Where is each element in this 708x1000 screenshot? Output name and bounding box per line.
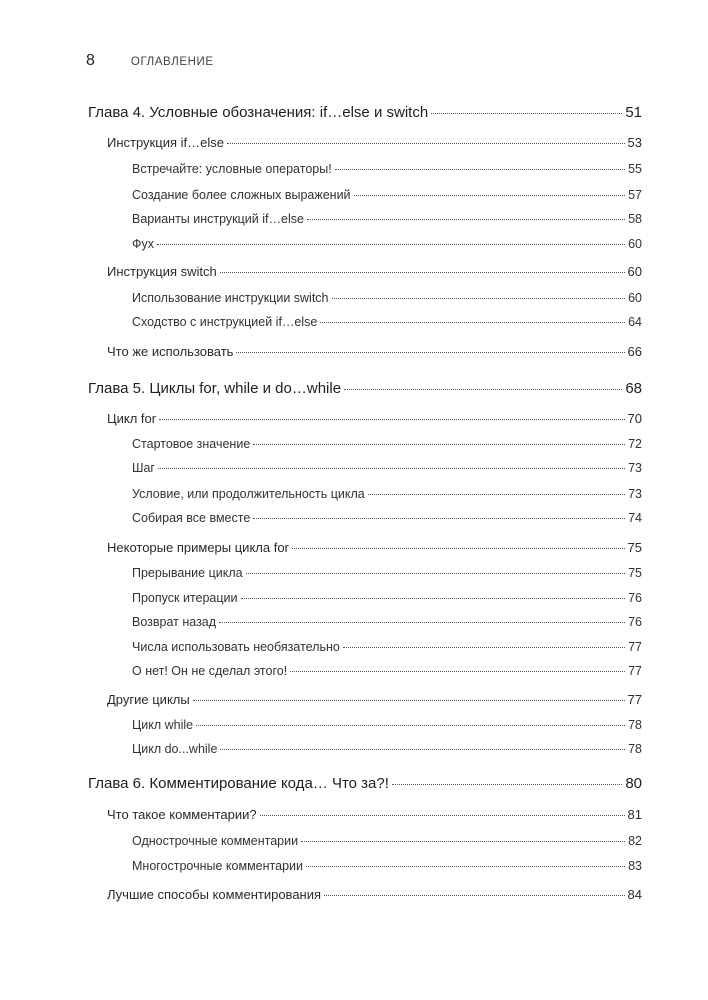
dot-leader (307, 219, 625, 220)
toc-subsection[interactable] (132, 664, 642, 678)
toc-entry-title: Глава 5. Циклы for, while и do…while (88, 380, 342, 397)
dot-leader (236, 352, 624, 353)
dot-leader (158, 468, 625, 469)
toc-entry-title: Глава 6. Комментирование кода… Что за?! (88, 775, 389, 792)
toc-subsection[interactable] (132, 859, 642, 873)
toc-entry-page: 73 (628, 461, 642, 475)
toc-entry-title: Что такое комментарии? (107, 807, 257, 822)
toc-entry-page: 60 (628, 291, 642, 305)
dot-leader (335, 169, 625, 170)
toc-entry-title: Использование инструкции switch (132, 291, 329, 305)
toc-entry-title: Собирая все вместе (132, 511, 251, 525)
toc-entry-page: 77 (627, 692, 642, 707)
toc-entry-title: Создание более сложных выражений (132, 188, 351, 202)
toc-entry-title: Цикл for (107, 411, 157, 426)
toc-section[interactable] (107, 135, 642, 150)
toc-subsection[interactable] (132, 188, 642, 202)
toc-entry-title: Инструкция switch (107, 264, 217, 279)
toc-entry-title: Условие, или продолжительность цикла (132, 487, 365, 501)
toc-entry-page: 83 (628, 859, 642, 873)
dot-leader (368, 494, 625, 495)
toc-chapter[interactable] (88, 380, 642, 397)
dot-leader (320, 322, 625, 323)
toc-entry-page: 64 (628, 315, 642, 329)
dot-leader (292, 548, 625, 549)
dot-leader (301, 841, 625, 842)
toc-chapter[interactable] (88, 104, 642, 121)
toc-entry-title: Встречайте: условные операторы! (132, 162, 332, 176)
toc-subsection[interactable] (132, 640, 642, 654)
toc-section[interactable] (107, 264, 642, 279)
toc-entry-title: Пропуск итерации (132, 591, 238, 605)
toc-subsection[interactable] (132, 718, 642, 732)
toc-subsection[interactable] (132, 437, 642, 451)
toc-entry-page: 60 (628, 237, 642, 251)
dot-leader (354, 195, 626, 196)
dot-leader (253, 444, 625, 445)
toc-entry-title: Фух (132, 237, 155, 251)
dot-leader (220, 272, 625, 273)
toc-subsection[interactable] (132, 461, 642, 475)
toc-entry-title: Однострочные комментарии (132, 834, 299, 848)
toc-entry-title: Варианты инструкций if…else (132, 212, 304, 226)
dot-leader (241, 598, 626, 599)
dot-leader (431, 113, 622, 114)
toc-chapter[interactable] (88, 775, 642, 792)
toc-entry-page: 76 (628, 615, 642, 629)
toc-entry-title: Многострочные комментарии (132, 859, 303, 873)
toc-entry-title: Возврат назад (132, 615, 217, 629)
toc-entry-title: Некоторые примеры цикла for (107, 540, 289, 555)
dot-leader (193, 700, 625, 701)
toc-entry-page: 78 (628, 718, 642, 732)
toc-entry-title: Сходство с инструкцией if…else (132, 315, 318, 329)
toc-subsection[interactable] (132, 212, 642, 226)
dot-leader (306, 866, 625, 867)
toc-entry-page: 72 (628, 437, 642, 451)
toc-entry-page: 55 (628, 162, 642, 176)
toc-entry-page: 66 (627, 344, 642, 359)
dot-leader (220, 749, 625, 750)
toc-subsection[interactable] (132, 291, 642, 305)
toc-subsection[interactable] (132, 511, 642, 525)
dot-leader (260, 815, 625, 816)
toc-subsection[interactable] (132, 566, 642, 580)
running-title: ОГЛАВЛЕНИЕ (130, 56, 214, 68)
toc-subsection[interactable] (132, 742, 642, 756)
dot-leader (253, 518, 625, 519)
dot-leader (157, 244, 625, 245)
toc-entry-title: Лучшие способы комментирования (107, 887, 322, 902)
dot-leader (246, 573, 626, 574)
toc-entry-page: 60 (627, 264, 642, 279)
toc-entry-page: 74 (628, 511, 642, 525)
dot-leader (344, 389, 622, 390)
dot-leader (227, 143, 625, 144)
page-number: 8 (86, 52, 95, 69)
dot-leader (343, 647, 625, 648)
toc-entry-title: Что же использовать (107, 344, 234, 359)
toc-entry-title: О нет! Он не сделал этого! (132, 664, 288, 678)
dot-leader (159, 419, 624, 420)
toc-section[interactable] (107, 807, 642, 822)
toc-entry-page: 77 (628, 640, 642, 654)
toc-section[interactable] (107, 887, 642, 902)
toc-entry-title: Стартовое значение (132, 437, 251, 451)
toc-subsection[interactable] (132, 162, 642, 176)
toc-section[interactable] (107, 692, 642, 707)
toc-entry-title: Прерывание цикла (132, 566, 243, 580)
toc-entry-page: 53 (627, 135, 642, 150)
toc-subsection[interactable] (132, 615, 642, 629)
toc-entry-page: 75 (628, 566, 642, 580)
dot-leader (290, 671, 625, 672)
toc-subsection[interactable] (132, 834, 642, 848)
toc-entry-title: Шаг (132, 461, 155, 475)
toc-entry-page: 58 (628, 212, 642, 226)
toc-entry-page: 70 (627, 411, 642, 426)
toc-subsection[interactable] (132, 315, 642, 329)
dot-leader (324, 895, 625, 896)
dot-leader (196, 725, 625, 726)
toc-section[interactable] (107, 411, 642, 426)
dot-leader (392, 784, 622, 785)
toc-entry-page: 82 (628, 834, 642, 848)
toc-section[interactable] (107, 344, 642, 359)
toc-entry-page: 81 (627, 807, 642, 822)
toc-entry-title: Другие циклы (107, 692, 190, 707)
toc-entry-title: Цикл while (132, 718, 194, 732)
toc-entry-page: 57 (628, 188, 642, 202)
toc-subsection[interactable] (132, 591, 642, 605)
dot-leader (332, 298, 626, 299)
toc-subsection[interactable] (132, 237, 642, 251)
toc-entry-page: 80 (625, 775, 642, 792)
toc-entry-title: Цикл do...while (132, 742, 218, 756)
toc-section[interactable] (107, 540, 642, 555)
toc-entry-page: 68 (625, 380, 642, 397)
toc-entry-page: 51 (625, 104, 642, 121)
toc-entry-page: 76 (628, 591, 642, 605)
toc-entry-page: 77 (628, 664, 642, 678)
toc-entry-title: Числа использовать необязательно (132, 640, 340, 654)
toc-subsection[interactable] (132, 487, 642, 501)
toc-entry-title: Глава 4. Условные обозначения: if…else и switch (88, 104, 429, 121)
toc-entry-page: 78 (628, 742, 642, 756)
toc-entry-title: Инструкция if…else (107, 135, 224, 150)
toc-entry-page: 75 (627, 540, 642, 555)
toc-entry-page: 73 (628, 487, 642, 501)
toc-entry-page: 84 (627, 887, 642, 902)
dot-leader (219, 622, 625, 623)
